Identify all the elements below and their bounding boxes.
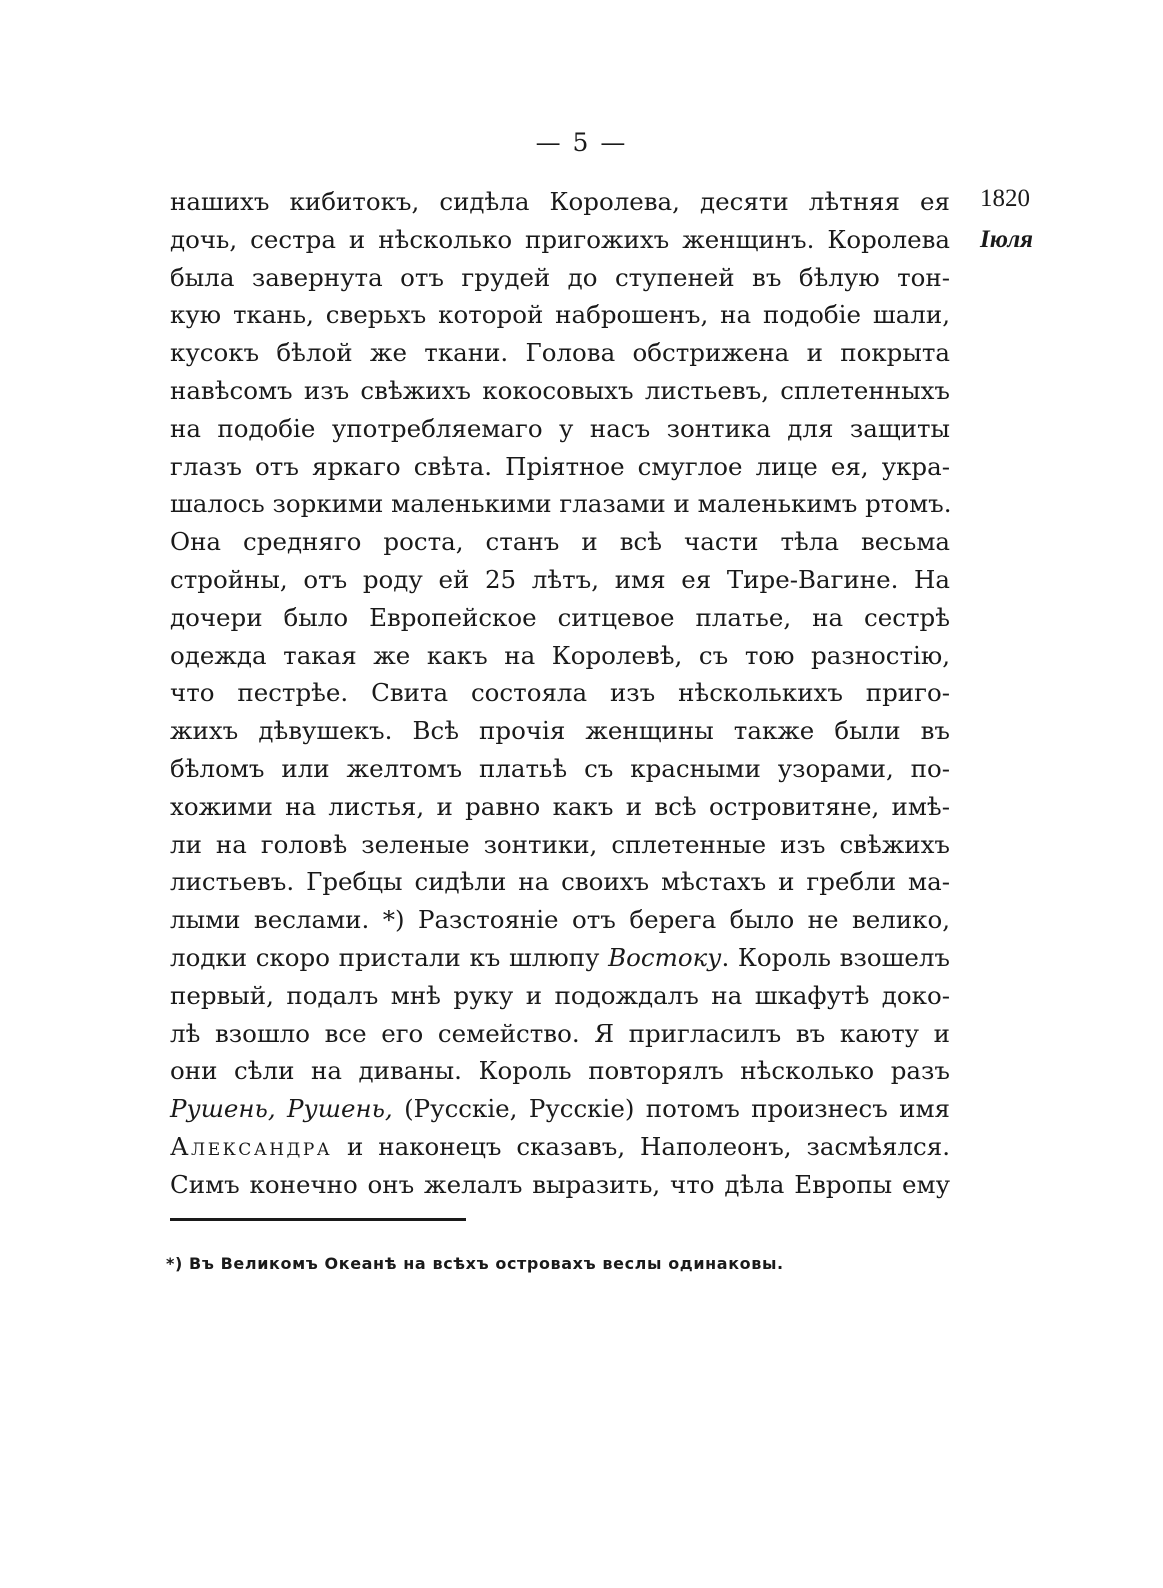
text-line: нашихъ кибитокъ, сидѣла Королева, десяти лѣтняя ея [170,187,950,216]
text-line: хожими на листья, и равно какъ и всѣ островитяне, имѣ- [170,791,950,821]
text-line [170,939,950,977]
text-line: Она средняго роста, станъ и всѣ части тѣла весьма [170,527,950,557]
text-run: . Король взошелъ [721,942,950,972]
text-line: Симъ конечно онъ желалъ выразить, что дѣла Европы ему [170,1169,950,1199]
text-line: первый, подалъ мнѣ руку и подождалъ на шкафутѣ доко- [170,980,950,1010]
text-run: и наконецъ сказавъ, Наполеонъ, засмѣялся. [332,1131,950,1161]
italic-phrase: Рушень, Рушень, [170,1094,393,1124]
text-line: одежда такая же какъ на Королевѣ, съ тою разностію, [170,640,950,670]
text-line [170,1090,950,1128]
text-run: (Русскіе, Русскіе) потомъ произнесъ имя [392,1094,951,1124]
text-line: листьевъ. Гребцы сидѣли на своихъ мѣстахъ и гребли ма- [170,867,950,897]
margin-year: 1820 [980,185,1030,212]
text-line: лѣ взошло все его семейство. Я пригласилъ въ каюту и [170,1018,950,1048]
text-line: дочь, сестра и нѣсколько пригожихъ женщинъ. Королева [170,224,950,254]
text-line: шалось зоркими маленькими глазами и маленькимъ ртомъ. [170,489,952,519]
text-line: что пестрѣе. Свита состояла изъ нѣсколькихъ приго- [170,678,950,708]
text-line: на подобіе употребляемаго у насъ зонтика для защиты [170,413,950,443]
text-line: глазъ отъ яркаго свѣта. Пріятное смуглое лице ея, укра- [170,451,950,481]
spaced-name: Александра [170,1131,333,1161]
text-line: кусокъ бѣлой же ткани. Голова обстрижена и покрыта [170,338,950,368]
text-line: дочери было Европейское ситцевое платье, на сестрѣ [170,602,950,632]
text-run: лодки скоро пристали къ шлюпу [170,942,609,972]
text-line: бѣломъ или желтомъ платьѣ съ красными узорами, по- [170,753,950,783]
footnote-rule [170,1218,466,1221]
margin-month: Іюля [980,226,1034,253]
page-number: — 5 — [535,128,628,157]
text-line: лыми веслами. *) Разстояніе отъ берега было не велико, [170,905,950,935]
text-line: кую ткань, сверьхъ которой наброшенъ, на подобіе шали, [170,300,950,330]
text-line: они сѣли на диваны. Король повторялъ нѣсколько разъ [170,1056,950,1086]
text-line: была завернута отъ грудей до ступеней въ бѣлую тон- [170,262,950,292]
text-line [170,1128,950,1166]
text-line: стройны, отъ роду ей 25 лѣтъ, имя ея Тире-Вагине. На [170,564,950,594]
text-line: жихъ дѣвушекъ. Всѣ прочія женщины также были въ [170,716,950,746]
footnote: *) Въ Великомъ Океанѣ на всѣхъ островахъ веслы одинаковы. [166,1254,784,1273]
text-line: ли на головѣ зеленые зонтики, сплетенные изъ свѣжихъ [170,829,950,859]
text-line: навѣсомъ изъ свѣжихъ кокосовыхъ листьевъ, сплетенныхъ [170,375,950,405]
ship-name: Востоку [608,942,722,972]
body-text [170,183,950,1204]
